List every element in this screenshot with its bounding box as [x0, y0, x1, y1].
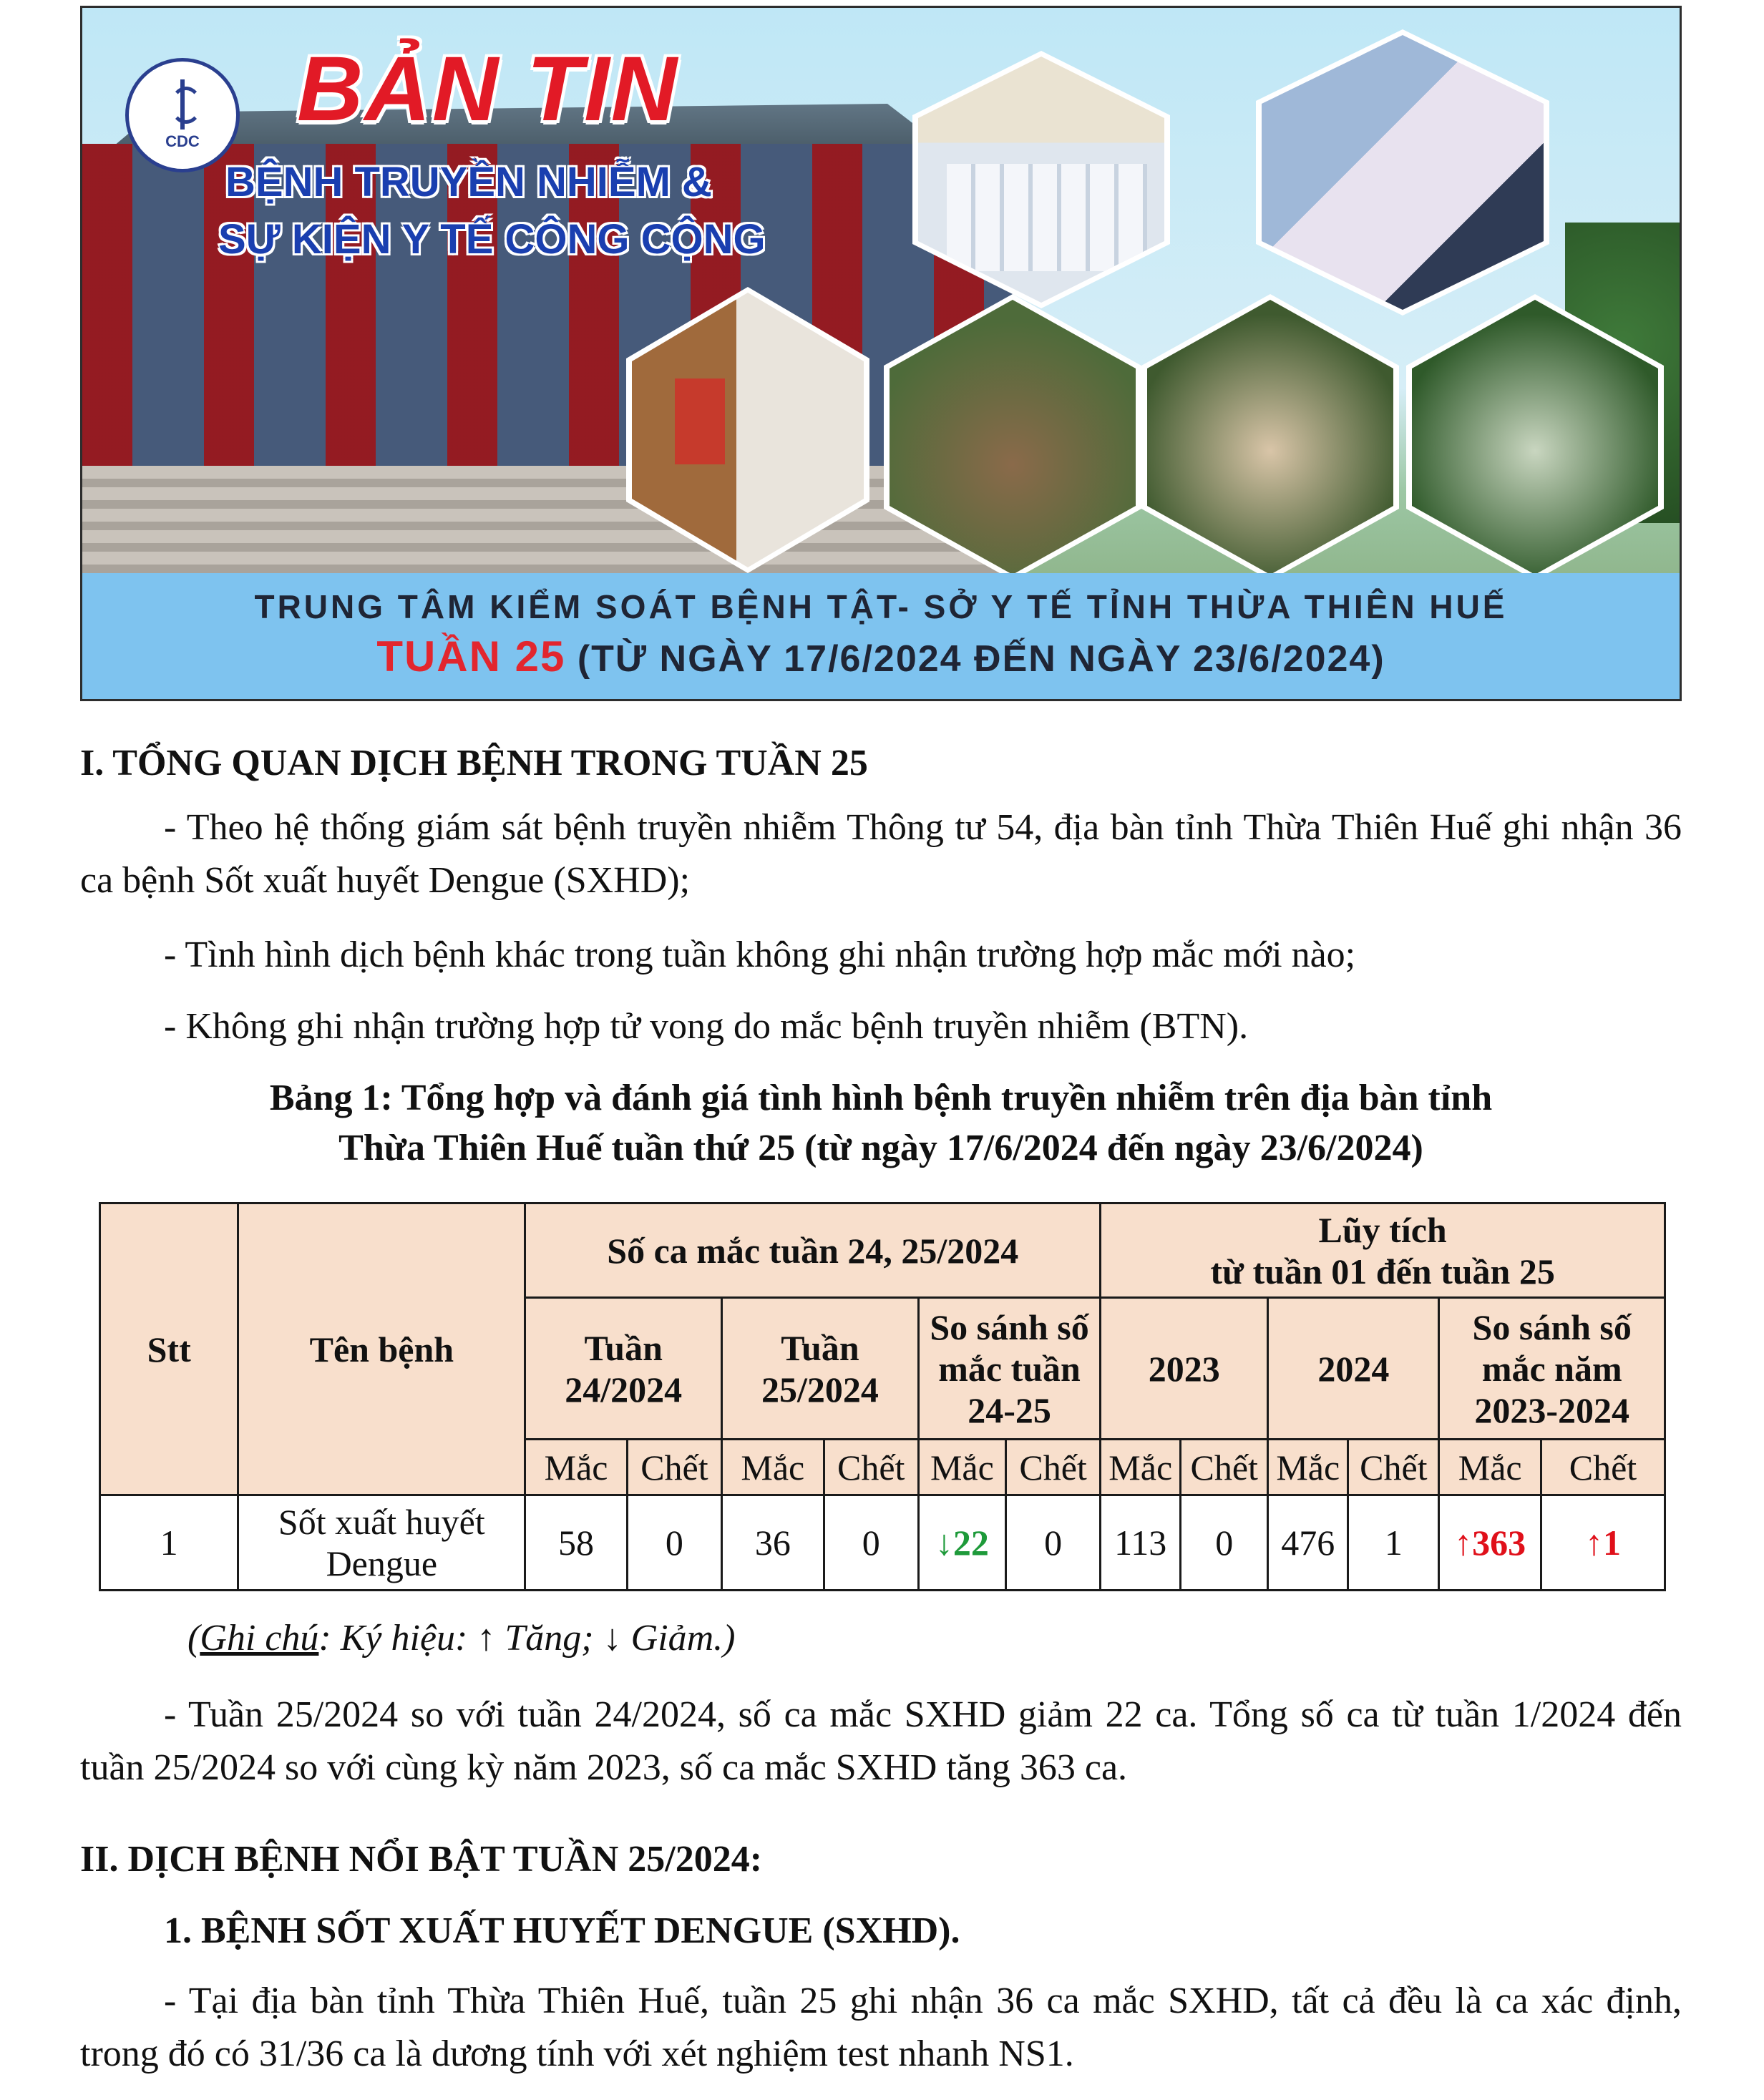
cell-disease-name	[238, 1495, 525, 1591]
table-row	[100, 1495, 1665, 1591]
header-compare-week-line-1: So sánh số	[930, 1307, 1089, 1347]
sub-header-chet: Chết	[1181, 1440, 1268, 1495]
header-weekly-cases: Số ca mắc tuần 24, 25/2024	[525, 1203, 1101, 1298]
header-year-2024: 2024	[1268, 1298, 1439, 1440]
photo-vaccination	[1256, 29, 1549, 316]
disease-summary-table	[99, 1202, 1666, 1591]
cell-2023-chet: 0	[1181, 1495, 1268, 1591]
week-label: TUẦN 25	[376, 633, 566, 680]
header-cumulative	[1101, 1203, 1665, 1298]
cell-disease-name-line-1: Sốt xuất huyết	[278, 1502, 485, 1542]
photo-sampling	[1141, 294, 1399, 580]
cell-disease-name-line-2: Dengue	[326, 1543, 438, 1583]
org-line: TRUNG TÂM KIỂM SOÁT BỆNH TẬT- SỞ Y TẾ TỈNH THỪA THIÊN HUẾ	[254, 588, 1508, 625]
cell-2024-mac: 476	[1268, 1495, 1348, 1591]
section-1-paragraph-2: - Tình hình dịch bệnh khác trong tuần không ghi nhận trường hợp mắc mới nào;	[164, 934, 1356, 975]
sub-header-mac: Mắc	[1268, 1440, 1348, 1495]
sub-header-mac: Mắc	[1101, 1440, 1181, 1495]
sub-header-mac: Mắc	[722, 1440, 824, 1495]
summary-paragraph: - Tuần 25/2024 so với tuần 24/2024, số ca mắc SXHD giảm 22 ca. Tổng số ca từ tuần 1/2024 đến tuần 25/2024 so với cùng kỳ năm 2023, số ca mắc SXHD tăng 363 ca.	[80, 1694, 1682, 1788]
week-line	[82, 626, 1680, 681]
banner-subtitle-2: SỰ KIỆN Y TẾ CÔNG CỘNG	[218, 216, 766, 263]
section-2-paragraph-1: - Tại địa bàn tỉnh Thừa Thiên Huế, tuần 25 ghi nhận 36 ca mắc SXHD, tất cả đều là ca xác định, trong đó có 31/36 ca là dương tính với xét nghiệm test nhanh NS1.	[80, 1981, 1682, 2074]
header-stt: Stt	[100, 1203, 238, 1495]
banner-title: BẢN TIN	[297, 38, 679, 140]
header-compare-year-line-3: 2023-2024	[1474, 1390, 1630, 1430]
banner-footer	[82, 573, 1680, 701]
cell-w25-mac: 36	[722, 1495, 824, 1591]
cell-w24-chet: 0	[627, 1495, 721, 1591]
cell-2023-mac: 113	[1101, 1495, 1181, 1591]
header-cumulative-line-1: Lũy tích	[1318, 1209, 1447, 1250]
note-label: Ghi chú	[200, 1618, 319, 1659]
header-year-2023: 2023	[1101, 1298, 1268, 1440]
header-week-25-line-2: 25/2024	[761, 1369, 879, 1410]
section-1-heading: I. TỔNG QUAN DỊCH BỆNH TRONG TUẦN 25	[80, 743, 868, 783]
header-disease: Tên bệnh	[238, 1203, 525, 1495]
cell-w24-mac: 58	[525, 1495, 627, 1591]
section-1-paragraph-1: - Theo hệ thống giám sát bệnh truyền nhiễm Thông tư 54, địa bàn tỉnh Thừa Thiên Huế ghi nhận 36 ca bệnh Sốt xuất huyết Dengue (SXHD);	[80, 807, 1682, 901]
header-compare-year-line-1: So sánh số	[1472, 1307, 1632, 1347]
cdc-logo	[125, 58, 240, 172]
header-compare-week-line-2: mắc tuần	[938, 1348, 1081, 1389]
sub-header-chet: Chết	[1541, 1440, 1665, 1495]
sub-header-mac: Mắc	[1439, 1440, 1541, 1495]
cell-compare-week-mac: ↓22	[918, 1495, 1005, 1591]
bulletin-banner	[80, 6, 1682, 701]
cell-w25-chet: 0	[824, 1495, 918, 1591]
header-week-24	[525, 1298, 722, 1440]
cell-compare-year-chet: ↑1	[1541, 1495, 1665, 1591]
banner-subtitle-1: BỆNH TRUYỀN NHIỄM &	[225, 159, 712, 205]
sub-header-chet: Chết	[824, 1440, 918, 1495]
date-range: (TỪ NGÀY 17/6/2024 ĐẾN NGÀY 23/6/2024)	[577, 638, 1385, 680]
header-week-24-line-2: 24/2024	[565, 1369, 683, 1410]
sub-header-chet: Chết	[627, 1440, 721, 1495]
header-week-25-line-1: Tuần	[781, 1327, 859, 1368]
table-note	[187, 1617, 735, 1659]
header-compare-year	[1439, 1298, 1665, 1440]
logo-text: CDC	[165, 132, 200, 150]
section-1-paragraph-3: - Không ghi nhận trường hợp tử vong do mắc bệnh truyền nhiễm (BTN).	[164, 1006, 1249, 1047]
header-week-24-line-1: Tuần	[584, 1327, 663, 1368]
cell-compare-year-mac: ↑363	[1439, 1495, 1541, 1591]
table-caption-line-1: Bảng 1: Tổng hợp và đánh giá tình hình bệnh truyền nhiễm trên địa bàn tỉnh	[269, 1078, 1493, 1118]
table-caption-line-2: Thừa Thiên Huế tuần thứ 25 (từ ngày 17/6/2024 đến ngày 23/6/2024)	[338, 1128, 1423, 1168]
sub-header-mac: Mắc	[918, 1440, 1005, 1495]
header-compare-year-line-2: mắc năm	[1481, 1348, 1622, 1389]
cell-2024-chet: 1	[1348, 1495, 1439, 1591]
caduceus-icon	[180, 79, 185, 130]
cell-stt: 1	[100, 1495, 238, 1591]
header-compare-week-line-3: 24-25	[968, 1390, 1051, 1430]
header-compare-week	[918, 1298, 1100, 1440]
note-open-paren: (	[187, 1618, 200, 1659]
section-2-subheading: 1. BỆNH SỐT XUẤT HUYẾT DENGUE (SXHD).	[164, 1910, 960, 1951]
palace-steps-image	[82, 466, 1013, 573]
note-text: : Ký hiệu: ↑ Tăng; ↓ Giảm.)	[318, 1618, 736, 1659]
section-2-heading: II. DỊCH BỆNH NỔI BẬT TUẦN 25/2024:	[80, 1839, 763, 1880]
sub-header-chet: Chết	[1005, 1440, 1100, 1495]
sub-header-chet: Chết	[1348, 1440, 1439, 1495]
header-week-25	[722, 1298, 919, 1440]
cell-compare-week-chet: 0	[1005, 1495, 1100, 1591]
sub-header-mac: Mắc	[525, 1440, 627, 1495]
header-cumulative-line-2: từ tuần 01 đến tuần 25	[1210, 1251, 1555, 1291]
